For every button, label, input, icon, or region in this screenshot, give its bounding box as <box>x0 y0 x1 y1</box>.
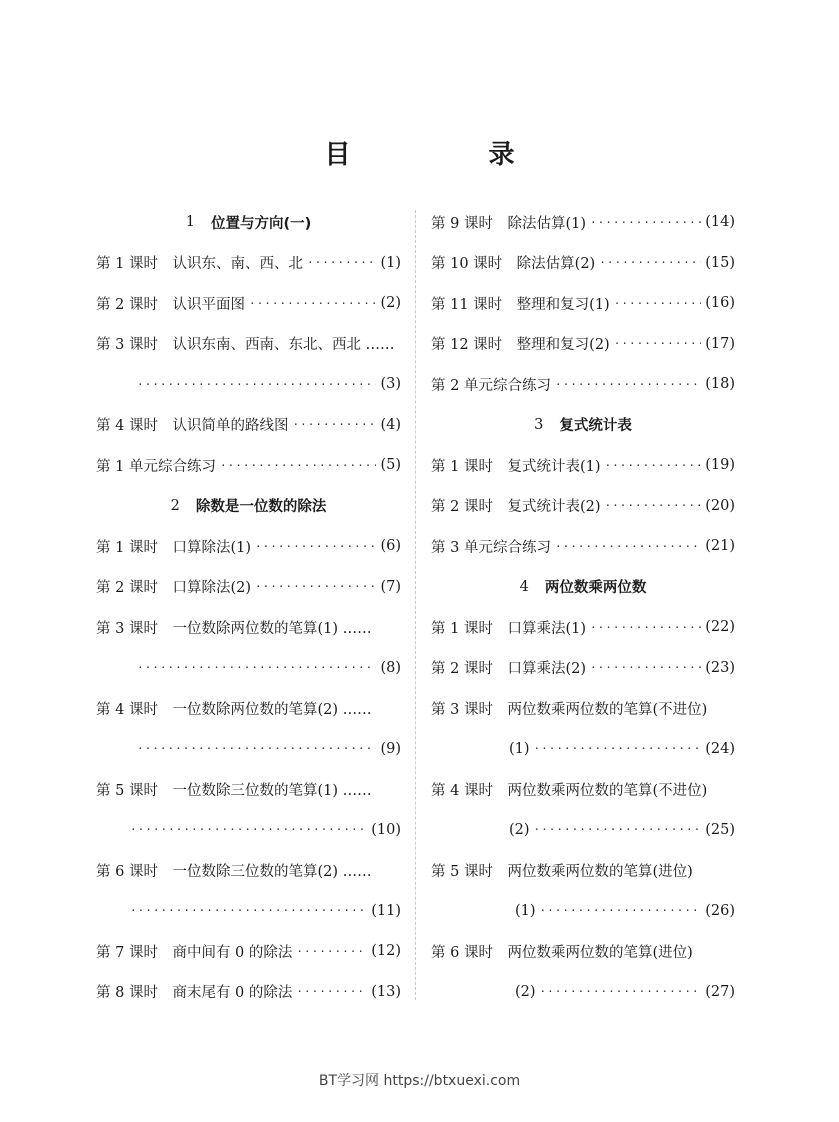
toc-entry-page: (18) <box>705 376 735 393</box>
toc-entry-continuation[interactable] <box>96 891 401 932</box>
toc-entry-label: 第 2 课时 口算乘法(2) <box>431 661 586 678</box>
dot-leader <box>604 499 701 512</box>
toc-entry[interactable] <box>96 405 401 446</box>
dot-leader <box>255 580 376 593</box>
toc-entry-page: (7) <box>380 578 401 595</box>
toc-entry-page: (22) <box>705 619 735 636</box>
toc-entry[interactable] <box>96 324 401 365</box>
dot-leader <box>292 418 376 431</box>
toc-entry-label: 第 3 课时 两位数乘两位数的笔算(不进位) <box>431 701 708 718</box>
toc-entry-continuation[interactable] <box>431 972 735 1013</box>
dot-leader <box>220 459 377 472</box>
toc-entry-label: 第 3 课时 认识东南、西南、东北、西北 …… <box>96 337 395 354</box>
toc-entry-page: (16) <box>705 295 735 312</box>
toc-entry[interactable] <box>431 486 735 527</box>
toc-entry-continuation[interactable] <box>431 729 735 770</box>
toc-entry-label: 第 2 单元综合练习 <box>431 377 551 394</box>
toc-entry-label: 第 12 课时 整理和复习(2) <box>431 337 610 354</box>
toc-entry[interactable] <box>96 607 401 648</box>
unit-name: 两位数乘两位数 <box>544 580 647 597</box>
toc-entry-label-cont: (2) <box>509 821 530 838</box>
dot-leader <box>296 985 367 998</box>
toc-entry-label: 第 3 单元综合练习 <box>431 539 551 556</box>
toc-entry-continuation[interactable] <box>96 729 401 770</box>
toc-entry[interactable] <box>96 526 401 567</box>
toc-entry-page: (20) <box>705 497 735 514</box>
toc-entry-continuation[interactable] <box>96 810 401 851</box>
unit-heading <box>431 567 735 608</box>
toc-entry-label: 第 3 课时 一位数除两位数的笔算(1) …… <box>96 620 372 637</box>
toc-entry-label: 第 6 课时 两位数乘两位数的笔算(进位) <box>431 944 693 961</box>
toc-entry[interactable] <box>431 283 735 324</box>
toc-entry-label: 第 2 课时 认识平面图 <box>96 296 245 313</box>
toc-entry[interactable] <box>431 364 735 405</box>
toc-entry[interactable] <box>96 688 401 729</box>
dot-leader <box>137 661 376 674</box>
toc-entry-label: 第 11 课时 整理和复习(1) <box>431 296 610 313</box>
toc-entry-page: (12) <box>371 943 401 960</box>
column-divider <box>415 210 416 1000</box>
unit-heading <box>96 202 401 243</box>
dot-leader <box>555 540 701 553</box>
dot-leader <box>130 904 367 917</box>
toc-entry[interactable] <box>431 850 735 891</box>
toc-entry-page: (6) <box>380 538 401 555</box>
toc-right-column <box>431 202 735 1012</box>
unit-number: 2 <box>170 497 180 514</box>
toc-entry-label: 第 2 课时 复式统计表(2) <box>431 499 601 516</box>
toc-left-column <box>96 202 401 1012</box>
toc-entry-label: 第 2 课时 口算除法(2) <box>96 580 251 597</box>
dot-leader <box>137 378 376 391</box>
toc-entry-label: 第 1 单元综合练习 <box>96 458 216 475</box>
toc-entry[interactable] <box>96 243 401 284</box>
unit-name: 复式统计表 <box>559 418 632 435</box>
toc-entry-label-cont: (1) <box>515 902 536 919</box>
toc-entry[interactable] <box>96 283 401 324</box>
toc-entry-page: (11) <box>371 902 401 919</box>
dot-leader <box>534 823 702 836</box>
dot-leader <box>555 378 701 391</box>
toc-entry[interactable] <box>96 567 401 608</box>
toc-entry[interactable] <box>431 202 735 243</box>
toc-entry[interactable] <box>431 688 735 729</box>
dot-leader <box>296 945 367 958</box>
toc-entry-label: 第 6 课时 一位数除三位数的笔算(2) …… <box>96 863 372 880</box>
toc-entry[interactable] <box>431 931 735 972</box>
unit-name: 除数是一位数的除法 <box>195 499 327 516</box>
toc-entry-label: 第 4 课时 一位数除两位数的笔算(2) …… <box>96 701 372 718</box>
toc-entry-page: (5) <box>380 457 401 474</box>
toc-entry-page: (1) <box>380 254 401 271</box>
unit-heading <box>431 405 735 446</box>
unit-name: 位置与方向(一) <box>210 215 312 232</box>
toc-entry[interactable] <box>96 769 401 810</box>
toc-entry-continuation[interactable] <box>96 364 401 405</box>
toc-entry-label-cont: (2) <box>515 983 536 1000</box>
toc-entry-page: (8) <box>380 659 401 676</box>
dot-leader <box>307 256 377 269</box>
toc-entry-label: 第 10 课时 除法估算(2) <box>431 256 596 273</box>
toc-entry[interactable] <box>96 931 401 972</box>
dot-leader <box>130 823 367 836</box>
toc-entry-label-cont: (1) <box>509 740 530 757</box>
toc-entry-page: (14) <box>705 214 735 231</box>
toc-entry-page: (25) <box>705 821 735 838</box>
dot-leader <box>590 621 701 634</box>
toc-entry-continuation[interactable] <box>96 648 401 689</box>
toc-entry-continuation[interactable] <box>431 810 735 851</box>
toc-entry[interactable] <box>431 243 735 284</box>
toc-entry-continuation[interactable] <box>431 891 735 932</box>
toc-entry-label: 第 9 课时 除法估算(1) <box>431 215 586 232</box>
toc-entry-label: 第 7 课时 商中间有 0 的除法 <box>96 944 293 961</box>
toc-entry[interactable] <box>96 850 401 891</box>
toc-entry-page: (4) <box>380 416 401 433</box>
toc-entry-label: 第 5 课时 一位数除三位数的笔算(1) …… <box>96 782 372 799</box>
toc-entry-label: 第 5 课时 两位数乘两位数的笔算(进位) <box>431 863 693 880</box>
page-footer[interactable]: BT学习网 https://btxuexi.com <box>318 1073 521 1089</box>
toc-entry-page: (13) <box>371 983 401 1000</box>
toc-entry[interactable] <box>431 648 735 689</box>
toc-entry[interactable] <box>431 445 735 486</box>
page-title: 目 录 <box>324 140 571 170</box>
dot-leader <box>540 904 702 917</box>
dot-leader <box>137 742 376 755</box>
toc-entry-page: (2) <box>380 295 401 312</box>
unit-number: 4 <box>519 578 529 595</box>
toc-entry[interactable] <box>96 445 401 486</box>
toc-entry-page: (26) <box>705 902 735 919</box>
dot-leader <box>614 297 702 310</box>
toc-entry-page: (19) <box>705 457 735 474</box>
dot-leader <box>604 459 701 472</box>
dot-leader <box>249 297 377 310</box>
toc-entry-page: (10) <box>371 821 401 838</box>
toc-entry[interactable] <box>96 972 401 1013</box>
toc-entry-label: 第 1 课时 认识东、南、西、北 <box>96 256 303 273</box>
toc-entry[interactable] <box>431 607 735 648</box>
dot-leader <box>540 985 702 998</box>
toc-entry[interactable] <box>431 526 735 567</box>
toc-entry-label: 第 4 课时 认识简单的路线图 <box>96 418 289 435</box>
unit-number: 3 <box>534 416 544 433</box>
toc-entry-label: 第 8 课时 商末尾有 0 的除法 <box>96 985 293 1002</box>
toc-entry-page: (15) <box>705 254 735 271</box>
dot-leader <box>590 661 701 674</box>
dot-leader <box>599 256 701 269</box>
toc-entry[interactable] <box>431 324 735 365</box>
dot-leader <box>590 216 701 229</box>
unit-number: 1 <box>185 214 195 231</box>
toc-entry-label: 第 1 课时 口算除法(1) <box>96 539 251 556</box>
toc-entry-page: (3) <box>380 376 401 393</box>
toc-entry-page: (21) <box>705 538 735 555</box>
toc-entry[interactable] <box>431 769 735 810</box>
dot-leader <box>614 337 702 350</box>
toc-entry-page: (27) <box>705 983 735 1000</box>
dot-leader <box>534 742 702 755</box>
dot-leader <box>255 540 376 553</box>
toc-entry-label: 第 4 课时 两位数乘两位数的笔算(不进位) <box>431 782 708 799</box>
toc-entry-page: (17) <box>705 335 735 352</box>
toc-entry-page: (24) <box>705 740 735 757</box>
unit-heading <box>96 486 401 527</box>
toc-entry-page: (9) <box>380 740 401 757</box>
toc-entry-label: 第 1 课时 口算乘法(1) <box>431 620 586 637</box>
toc-entry-label: 第 1 课时 复式统计表(1) <box>431 458 601 475</box>
toc-entry-page: (23) <box>705 659 735 676</box>
